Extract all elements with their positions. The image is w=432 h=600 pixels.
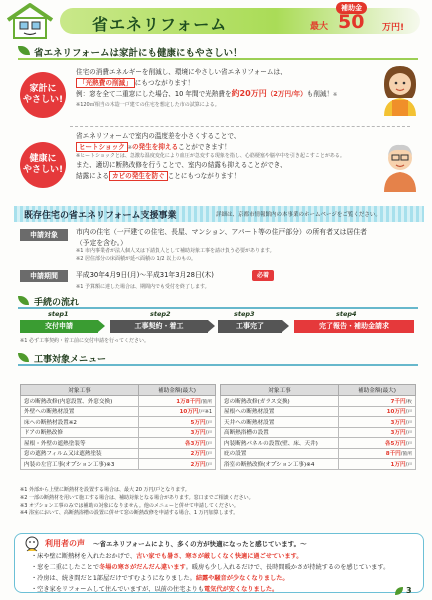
amount-value: 1万円 [390,461,406,468]
work-name: 窓の遮熱フィルム又は遮熱塗装 [21,448,139,459]
applicant-note-2: ※2 居住部分の床面積が延べ面積の 1/2 以上のもの。 [76,255,196,262]
step-arrow [98,320,105,332]
voice-item [31,551,302,560]
mold-highlight: カビの発生を防ぐ [109,171,168,181]
work-name: 浴室の断熱改修(オプション工事)※4 [221,459,339,470]
subsidy-badge: 補助金 [336,2,367,14]
voice-item [31,562,389,571]
amount-value: 5万円 [190,419,206,426]
voice-text: ・空き家をリフォームして住んでいますが、以前の住宅よりも [31,586,204,593]
voice-text: ・窓を二重にしたことで [31,564,100,571]
table-row [221,448,416,459]
voice-text: ・冷房は、続き間だと1部屋だけですむようになりました。 [31,575,196,582]
amount-unit: /戸 [405,410,412,416]
work-name: 内装の左官工事(オプション工事)※3 [21,459,139,470]
page-header [0,0,432,42]
step4-box: 完了報告・補助金請求 [294,320,414,333]
menu-section [18,352,418,366]
user-voices-box [14,533,424,593]
amount-unit: /戸 [205,431,212,437]
amount-value: 2万円 [190,451,206,458]
work-name: 窓の断熱改修(内窓設置、外窓交換) [21,396,139,407]
step-arrow [282,320,289,332]
health-line-1: 省エネリフォームで室内の温度差を小さくすることで、 [76,132,241,140]
work-name: 内装断熱パネルの設置(壁、床、天井) [221,438,339,449]
work-name: ドアの断熱改修 [21,427,139,438]
applicant-note-1: ※1 市内事業者が法人個人又は下請負人として補助対象工事を請け負う必要があります。 [76,248,275,255]
max-label: 最大 [310,22,329,32]
wallet-footnote: ※120㎡相当の木造一戸建ての住宅を想定した市の試算による。 [76,101,220,108]
amount-unit: /戸 [205,441,212,447]
wallet-example: 例：窓を全て二重窓にした場合、10 年間で光熱費を [76,90,232,99]
step1-number: step1 [48,310,69,318]
divider [70,126,410,127]
page-number: 3 [406,586,412,595]
wallet-friendly-badge [20,72,66,118]
leaf-icon [18,46,30,55]
table-row [221,427,416,438]
voice-highlight: 古い家でも暑さ、寒さが厳しくなく快適に過ごせています。 [136,553,303,560]
table-row [21,438,216,449]
voice-text: ・床や壁に断熱材を入れたおかげで、 [31,553,137,560]
house-icon [4,2,56,40]
work-amount [139,448,216,459]
menu-notes [20,487,254,518]
work-name: 屋根・外壁の遮熱塗装等 [21,438,139,449]
step-arrow [208,320,215,332]
heatshock-highlight: ヒートショック [76,142,128,152]
table-row [221,459,416,470]
voice-item [31,573,289,582]
procedure-title: 手続の流れ [34,298,80,308]
step4-number: step4 [336,310,357,318]
menu-note: ※2 一部の断熱材を用いて施工する場合は、補助対象となる場合があります。窓口までご相談ください。 [20,494,254,501]
table-row [221,406,416,417]
wallet-label-2: やさしい! [22,95,64,105]
menu-note: ※3 オプション工事のみでは補助の対象になりません。他のメニューと併せて申請してください。 [20,502,239,509]
step2-number: step2 [150,310,171,318]
voices-title: 利用者の声 [45,539,85,548]
work-amount [139,427,216,438]
ribbon-text: 省エネリフォームは家計にも健康にもやさしい！ [34,48,243,59]
amount-unit: /枚 [405,399,412,405]
col-header-work: 対象工事 [21,385,139,396]
menu-table-right [220,384,416,470]
menu-note: ※4 浴室において、高断熱浴槽の設置に併せて窓の断熱改修を申請する場合、1 万円加算します。 [20,510,239,517]
work-amount [139,396,216,407]
page-title: 省エネリフォーム [92,15,228,34]
table-row [21,459,216,470]
health-label-1: 健康に [29,153,57,164]
amount-unit: /戸 [205,452,212,458]
amount-unit: /箇所 [200,399,212,405]
amount-unit: /戸 [405,441,412,447]
amount-value: 3万円 [190,430,206,437]
amount-value: 10万円 [179,409,199,416]
program-note: 詳細は、京都市情報館内の本事業のホームページをご覧ください。 [216,212,381,218]
heatshock-mark: ※ [127,144,132,151]
wallet-example-end: も削減！ [306,90,334,99]
amount-unit: /戸 [405,431,412,437]
procedure-section [18,295,418,309]
work-amount [339,417,416,428]
work-amount [339,459,416,470]
work-name: 窓の断熱改修(ガラス交換) [221,396,339,407]
table-row [21,427,216,438]
amount-value: 各3万円 [184,440,206,447]
col-header-amount: 補助金額(最大) [339,385,416,396]
voice-item [31,584,278,593]
amount-value: 各5万円 [384,440,406,447]
period-note: ※1 予算額に達した場合は、期間内でも受付を終了します。 [76,284,210,290]
health-line-3: また、適切に断熱改修を行うことで、室内の結露も抑えることができ、 [76,161,287,170]
work-name: 庇の設置 [221,448,339,459]
step1-box: 交付申請 [20,320,98,333]
health-line-4a: 結露による [76,171,109,180]
amount-unit: /戸 [405,420,412,426]
amount-unit: /戸※1 [198,410,212,416]
wallet-text [76,67,376,109]
col-header-work: 対象工事 [221,385,339,396]
wallet-label-1: 家計に [29,83,57,94]
table-row [221,417,416,428]
table-row [221,438,416,449]
amount-value: 8千円 [385,451,401,458]
menu-table-left [20,384,216,470]
col-header-amount: 補助金額(最大) [139,385,216,396]
work-amount [139,438,216,449]
leaf-icon [18,353,29,362]
period-label: 申請期間 [20,270,68,282]
work-name: 高断熱浴槽の設置 [221,427,339,438]
program-title: 既存住宅の省エネリフォーム支援事業 [24,211,177,221]
amount-unit: /戸 [405,462,412,468]
wallet-savings: 約20万円 [231,89,267,99]
amount-unit: /戸 [205,420,212,426]
menu-note: ※1 外部から上壁に断熱材を設置する場合は、最大 20 万円/戸となります。 [20,487,190,493]
table-row [221,396,416,407]
health-friendly-badge [20,142,66,188]
amount-unit: /戸 [205,462,212,468]
work-name: 屋根への断熱材設置 [221,406,339,417]
work-amount [339,438,416,449]
applicant-text [76,227,416,264]
work-amount [139,459,216,470]
health-text [76,131,386,181]
step2-box: 工事契約・着工 [110,320,208,333]
work-name: 外壁への断熱材設置 [21,406,139,417]
work-amount [139,417,216,428]
leaf-icon [18,296,29,305]
table-row [21,448,216,459]
woman-illustration [378,64,422,116]
table-row [21,406,216,417]
work-amount [139,406,216,417]
voice-text-end: 。暖房も少し入れるだけで、長時間暖かさが持続するのを感じています。 [185,564,390,571]
step3-box: 工事完了 [218,320,282,333]
work-name: 床への断熱材設置※2 [21,417,139,428]
health-line-2: ことができます！ [178,142,231,151]
procedure-note: ※1 必ず工事契約・着工前に交付申請を行ってください。 [20,338,149,344]
table-row [21,417,216,428]
wallet-highlight: 「光熱費の削減」 [76,78,135,88]
voices-subtitle: ～省エネリフォームにより、多くの方が快適になったと感じています。～ [93,540,307,548]
health-footnote: ※ヒートショックとは、急激な温度変化により血圧が急変する現象を指し、心筋梗塞や脳卒中を引き起こすことがある。 [76,153,345,160]
applicant-line-1: 市内の住宅（一戸建ての住宅、長屋、マンション、アパート等の住戸部分）の所有者又は居住者 [76,228,367,236]
voice-highlight: 結露や騒音が少なくなりました。 [195,575,289,582]
max-amount: 50 [338,11,365,33]
work-amount [339,396,416,407]
speech-bubble-icon [23,536,41,552]
menu-title: 工事対象メニュー [34,355,107,365]
leaf-icon [394,586,404,596]
step3-number: step3 [234,310,255,318]
amount-value: 10万円 [386,409,406,416]
amount-value: 2万円 [190,461,206,468]
health-label-2: やさしい! [22,165,64,175]
applicant-label: 申請対象 [20,229,68,241]
work-amount [339,427,416,438]
health-line-4b: ことにもつながります！ [167,171,241,180]
wallet-line-2: にもつながります！ [134,78,195,87]
voice-highlight: 電気代が安くなりました。 [203,586,279,593]
amount-value: 3万円 [390,430,406,437]
amount-unit: /箇所 [400,452,412,458]
work-name: 天井への断熱材設置 [221,417,339,428]
amount-value: 1万8千円 [176,398,201,405]
table-row [21,396,216,407]
max-unit: 万円! [382,23,405,33]
amount-value: 7千円 [390,398,406,405]
wallet-line-1: 住宅の消費エネルギーを削減し、環境にやさしい省エネリフォームは、 [76,68,287,76]
voice-highlight: 冬場の寒さがだんだん違います [99,564,186,571]
wallet-mark: ※ [333,92,338,99]
amount-value: 3万円 [390,419,406,426]
required-badge: 必着 [252,270,274,281]
benefit-ribbon [18,44,418,60]
man-illustration [380,140,420,192]
period-text: 平成30年4月9日(月)～平成31年3月28日(木) [76,271,214,279]
wallet-savings-year: （2万円/年） [266,90,307,99]
work-amount [339,448,416,459]
work-amount [339,406,416,417]
program-bar [14,206,424,222]
heatshock-suppress: の発生を抑える [131,142,179,151]
applicant-line-2: （予定を含む。） [76,238,127,247]
